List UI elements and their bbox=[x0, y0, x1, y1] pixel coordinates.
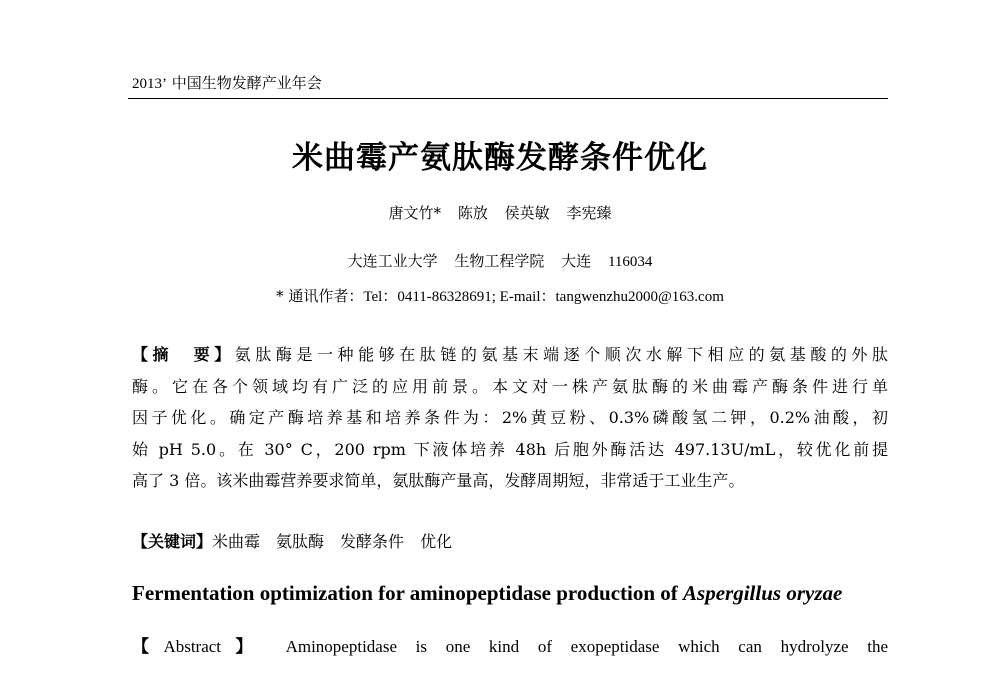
corresponding-author bbox=[0, 286, 1000, 307]
running-header bbox=[132, 74, 887, 93]
abstract-label: 【摘 要】 bbox=[132, 345, 235, 364]
author: 陈放 bbox=[457, 204, 488, 222]
author-list bbox=[0, 203, 1000, 223]
keyword: 发酵条件 bbox=[340, 532, 405, 551]
english-title-main: Fermentation optimization for aminopeptidase production of bbox=[132, 581, 684, 605]
affiliation-postcode: 116034 bbox=[607, 254, 653, 270]
author: 唐文竹* bbox=[388, 204, 442, 222]
header-rule bbox=[128, 98, 888, 99]
english-abstract-label: Abstract bbox=[163, 637, 222, 656]
keywords bbox=[132, 530, 888, 554]
author: 侯英敏 bbox=[504, 204, 550, 222]
english-abstract bbox=[132, 635, 888, 659]
abstract-open-bracket: 【 bbox=[132, 637, 164, 657]
abstract-line bbox=[132, 339, 888, 371]
contact-label: * 通讯作者： bbox=[276, 287, 364, 305]
author: 李宪臻 bbox=[566, 204, 612, 222]
affiliation-school: 生物工程学院 bbox=[454, 252, 545, 270]
affiliation-city: 大连 bbox=[561, 252, 592, 270]
abstract-line: 高了 3 倍。该米曲霉营养要求简单，氨肽酶产量高，发酵周期短，非常适于工业生产。 bbox=[132, 471, 745, 490]
contact-details: Tel：0411-86328691; E-mail：tangwenzhu2000@163.com bbox=[363, 289, 724, 305]
english-title bbox=[132, 578, 888, 608]
abstract-line: 酶。它在各个领域均有广泛的应用前景。本文对一株产氨肽酶的米曲霉产酶条件进行单 bbox=[132, 376, 888, 396]
abstract-line: 始 pH 5.0。在 30° C，200 rpm 下液体培养 48h 后胞外酶活达 497.13U/mL，较优化前提 bbox=[132, 439, 888, 459]
keyword: 氨肽酶 bbox=[276, 532, 325, 551]
english-abstract-text: Aminopeptidase is one kind of exopeptidase which can hydrolyze the bbox=[285, 637, 889, 656]
keywords-label: 【关键词】 bbox=[132, 532, 213, 551]
chinese-abstract bbox=[132, 339, 888, 497]
affiliation-university: 大连工业大学 bbox=[347, 252, 438, 270]
keyword: 米曲霉 bbox=[212, 532, 261, 551]
abstract-close-bracket: 】 bbox=[221, 637, 267, 657]
abstract-line: 因子优化。确定产酶培养基和培养条件为：2%黄豆粉、0.3%磷酸氢二钾，0.2%油酸，初 bbox=[132, 408, 888, 427]
keyword: 优化 bbox=[420, 532, 453, 551]
header-year: 2013’ bbox=[132, 76, 167, 92]
header-conference: 中国生物发酵产业年会 bbox=[171, 74, 322, 92]
abstract-text: 氨肽酶是一种能够在肽链的氨基末端逐个顺次水解下相应的氨基酸的外肽 bbox=[234, 345, 888, 364]
paper-title: 米曲霉产氨肽酶发酵条件优化 bbox=[292, 140, 708, 176]
english-title-species: Aspergillus oryzae bbox=[683, 581, 843, 605]
affiliation bbox=[0, 251, 1000, 272]
